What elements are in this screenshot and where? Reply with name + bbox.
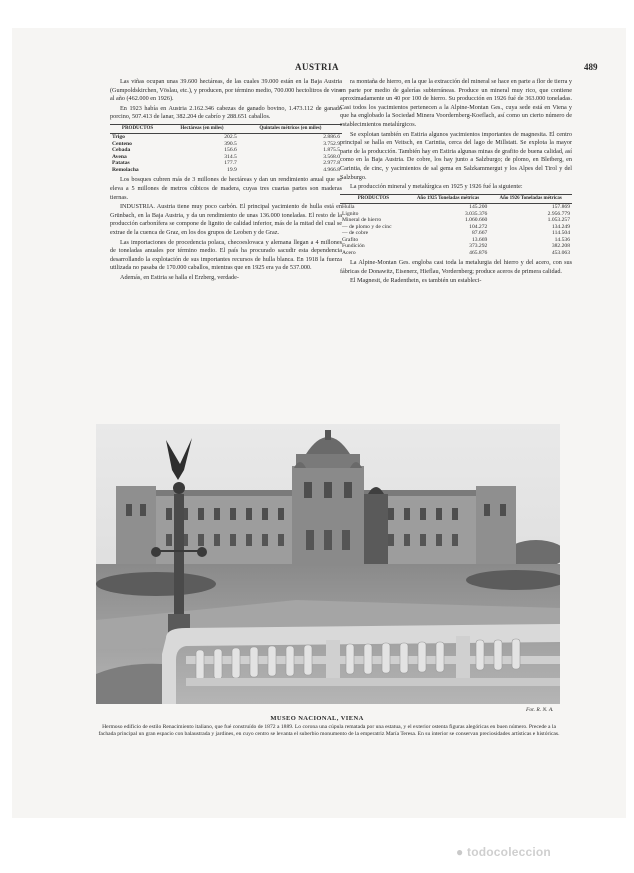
table-cell: 373.292 xyxy=(469,243,488,250)
table-cell: 1.053.257 xyxy=(547,217,570,224)
table-cell: Cebada xyxy=(112,147,131,154)
table-header: Año 1926 Toneladas métricas xyxy=(489,194,572,204)
table-cell: 2.977.8 xyxy=(323,160,340,167)
table-cell: 19.9 xyxy=(227,166,237,173)
table-cell: 13.669 xyxy=(471,236,488,243)
table-cell: Remolacha xyxy=(112,166,139,173)
table-header: PRODUCTOS xyxy=(110,124,165,134)
left-column xyxy=(110,78,342,284)
page-title: AUSTRIA xyxy=(294,62,339,72)
table-cell: Grafito xyxy=(342,236,359,243)
photo-credit: Fot. R. N. A. xyxy=(526,707,554,713)
table-cell: 145.200 xyxy=(469,204,488,211)
crops-table xyxy=(110,124,342,174)
table-cell: 114.504 xyxy=(552,230,570,237)
table-row xyxy=(110,134,342,141)
museum-photo-illustration xyxy=(96,424,560,704)
table-cell: Patatas xyxy=(112,160,130,167)
table-cell: 177.7 xyxy=(224,160,237,167)
table-header: Quintales métricos (en miles) xyxy=(239,124,342,134)
paragraph: Además, en Estiria se halla el Erzberg, verdade- xyxy=(120,274,239,281)
table-cell: 390.5 xyxy=(224,140,237,147)
page-number: 489 xyxy=(584,62,598,72)
table-cell: 1.060.660 xyxy=(464,217,488,224)
watermark-dot-icon: ● xyxy=(456,845,464,859)
museum-photo xyxy=(96,424,560,704)
table-cell: 3.752.9 xyxy=(323,140,340,147)
table-cell: 1.875.5 xyxy=(323,147,340,154)
table-cell: 134.249 xyxy=(551,223,570,230)
table-cell: 202.5 xyxy=(224,134,237,141)
table-cell: 87.667 xyxy=(471,230,488,237)
table-cell: 453.063 xyxy=(551,249,570,256)
table-cell: — de plomo y de cinc xyxy=(342,223,392,230)
table-cell: 382.208 xyxy=(551,243,570,250)
paragraph: Las importaciones de procedencia polaca, checoeslovaca y alemana llegan a 4 millones de toneladas anuales por término medio. El país ha procurado sacudir esta dependencia desarrollando la explotación de sus importantes recursos de hulla blanca. En 1918 la fuerza utilizada no pasaba de 170.000 caballos, mientras que en 1925 era ya de 537.000. xyxy=(110,238,342,272)
table-cell: 157.869 xyxy=(551,204,570,211)
table-cell: 2.886.6 xyxy=(323,134,340,141)
paragraph: INDUSTRIA. Austria tiene muy poco carbón. El principal yacimiento de hulla está en Grünbach, en la Baja Austria, y da un rendimiento de unas 136.000 toneladas. El resto de la producción carbonífera se compone de lignito de calidad inferior, más de la mitad del cual se extrae de la cuenca de Graz, en los dos grupos de Leoben y de Graz. xyxy=(110,203,342,237)
table-row xyxy=(340,204,572,211)
table-cell: — de cobre xyxy=(342,230,369,237)
right-column xyxy=(340,78,572,287)
table-header: PRODUCTOS xyxy=(340,194,407,204)
paragraph: El Magnesit, de Radenthein, es también un estableci- xyxy=(350,277,482,285)
figure-title: MUSEO NACIONAL, VIENA xyxy=(270,715,364,722)
table-cell: 104.272 xyxy=(469,223,488,230)
table-header: Año 1925 Toneladas métricas xyxy=(407,194,490,204)
watermark xyxy=(456,845,551,859)
table-cell: Trigo xyxy=(112,134,125,141)
watermark-text: todocoleccion xyxy=(467,845,551,859)
paragraph: Las viñas ocupan unas 39.600 hectáreas, de las cuales 39.000 están en la Baja Austria (Gumpoldskirchen, Vöslau, etc.), y producen, por término medio, 700.000 hectolitros de vino al año (462.000 en 1926). xyxy=(110,78,342,103)
table-row xyxy=(340,250,572,257)
table-cell: 465.876 xyxy=(469,249,488,256)
table-cell: Hulla xyxy=(342,204,355,211)
table-cell: Centeno xyxy=(112,140,132,147)
paragraph: Se explotan también en Estiria algunos yacimientos importantes de magnesita. El centro principal se halla en Veitsch, en Carintia, cerca del lago de Millstatt. Se explota la mayor parte de la producción. También hay en Estiria algunas minas de grafito de buena calidad, así como en la Baja Austria. De cobre, los hay junto a Salzburgo; de plomo, en Bleiberg, en Carintia, de cinc, y yacimientos de sal gema en Salzkammergut y los Alpes del Tirol y del Salzburgo. xyxy=(340,130,572,181)
paragraph: Los bosques cubren más de 3 millones de hectáreas y dan un rendimiento anual que se eleva a 5 millones de metros cúbicos de madera, cuyas tres cuartas partes son maderas tiernas. xyxy=(110,176,342,201)
table-cell: 4.966.8 xyxy=(323,166,340,173)
paragraph: La producción mineral y metalúrgica en 1925 y 1926 fué la siguiente: xyxy=(350,183,523,191)
table-cell: 14.536 xyxy=(554,236,570,243)
table-header-row xyxy=(340,194,572,204)
table-cell: Acero xyxy=(342,249,356,256)
table-cell: Mineral de hierro xyxy=(342,217,382,224)
table-cell: 3.035.376 xyxy=(464,210,488,217)
mining-table xyxy=(340,194,572,257)
table-cell: 2.956.779 xyxy=(547,210,570,217)
table-header-row xyxy=(110,124,342,134)
table-cell: 156.6 xyxy=(224,147,237,154)
paragraph: ra montaña de hierro, en la que la extracción del mineral se hace en parte a flor de tierra y en parte por medio de galerías subterráneas. Produce un mineral muy rico, que contiene aproximadamente un 40 por 100 de hierro. Su producción en 1926 fué de 363.000 toneladas. Casi todos los yacimientos pertenecen a la Alpine-Montan Ges., cuya sede está en Viena y que ha englobado la Sociedad Minera Voordernberg-Koeflach, así como un cierto número de establecimientos metalúrgicos. xyxy=(340,78,572,128)
table-cell: Avena xyxy=(112,153,127,160)
table-row xyxy=(110,167,342,174)
table-cell: Fundición xyxy=(342,243,365,250)
paragraph: La Alpine-Montan Ges. engloba casi toda la metalurgia del hierro y del acero, con sus fábricas de Donawitz, Eisenerz, Hieflau, Vordernberg; produce aceros de primera calidad. xyxy=(340,259,572,275)
figure-caption: Hermoso edificio de estilo Renacimiento italiano, que fué construído de 1872 a 1889. Lo corona una cúpula rematada por una estatua, y el exterior ostenta figuras alegóricas en buen número. Precede a la fachada principal un gran espacio con balaustrada y jardines, en cuyo centro se levanta el suberbio monumento de la emperatriz María Teresa. En su interior se conservan preciosidades artísticas e históricas. xyxy=(98,724,560,738)
table-cell: 3.568.0 xyxy=(323,153,340,160)
table-header: Hectáreas (en miles) xyxy=(165,124,239,134)
paragraph: En 1923 había en Austria 2.162.346 cabezas de ganado bovino, 1.473.112 de ganado porcino, 507.413 de lanar, 382.204 de cabrío y 288.651 caballos. xyxy=(110,104,342,121)
table-cell: 314.5 xyxy=(224,153,237,160)
table-cell: Lignito xyxy=(342,210,359,217)
